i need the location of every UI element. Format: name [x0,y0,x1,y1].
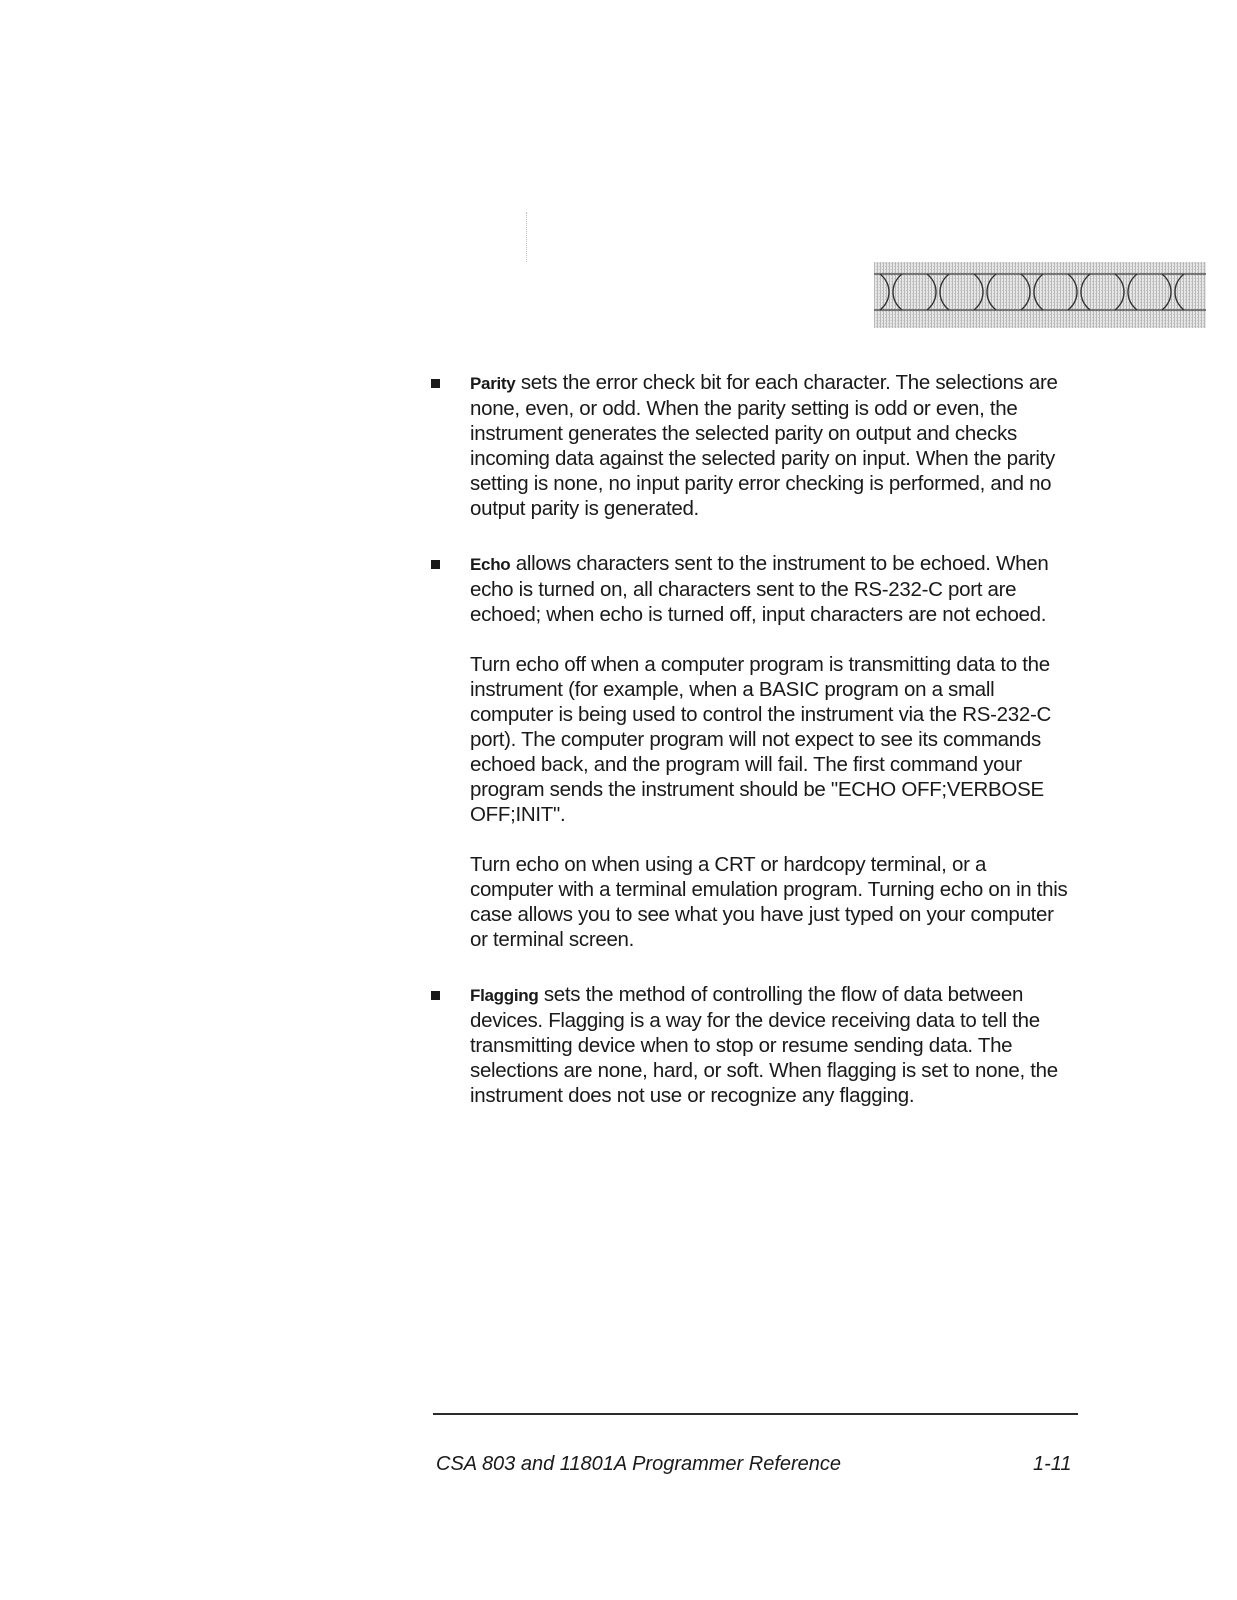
term-label: Flagging [470,986,539,1005]
footer-divider [433,1413,1078,1415]
bullet-icon [431,560,440,569]
paragraph-text: sets the error check bit for each character. The selections are none, even, or odd. When the parity setting is odd or even, the instrument generates the selected parity on output and checks incoming data against the selected parity on input. When the parity setting is none, no input parity error checking is performed, and no output parity is generated. [470,371,1058,520]
list-item-parity [470,370,1070,521]
paragraph [470,370,1070,521]
scan-mark [526,212,528,262]
paragraph-text: sets the method of controlling the flow of data between devices. Flagging is a way for the device receiving data to tell the transmitting device when to stop or resume sending data. The selections are none, hard, or soft. When flagging is set to none, the instrument does not use or recognize any flagging. [470,983,1058,1107]
footer-title: CSA 803 and 11801A Programmer Reference [436,1453,842,1475]
chapter-tab-graphic [874,262,1206,328]
paragraph [470,982,1070,1108]
bullet-icon [431,991,440,1000]
list-item-flagging [470,982,1070,1108]
document-body [470,370,1070,1138]
paragraph-text: Turn echo off when a computer program is transmitting data to the instrument (for example, when a BASIC program on a small computer is being used to control the instrument via the RS-232-C port). The computer program will not expect to see its commands echoed back, and the program will fail. The first command your program sends the instrument should be "ECHO OFF;VERBOSE OFF;INIT". [470,653,1051,826]
term-label: Parity [470,374,516,393]
bullet-icon [431,379,440,388]
paragraph-text: Turn echo on when using a CRT or hardcopy terminal, or a computer with a terminal emulation program. Turning echo on in this case allows you to see what you have just typed on your computer or terminal screen. [470,853,1068,951]
page-number: 1-11 [1033,1453,1072,1475]
list-item-echo [470,551,1070,952]
term-label: Echo [470,555,511,574]
paragraph-text: allows characters sent to the instrument to be echoed. When echo is turned on, all characters sent to the RS-232-C port are echoed; when echo is turned off, input characters are not echoed. [470,552,1049,626]
paragraph [470,551,1070,627]
